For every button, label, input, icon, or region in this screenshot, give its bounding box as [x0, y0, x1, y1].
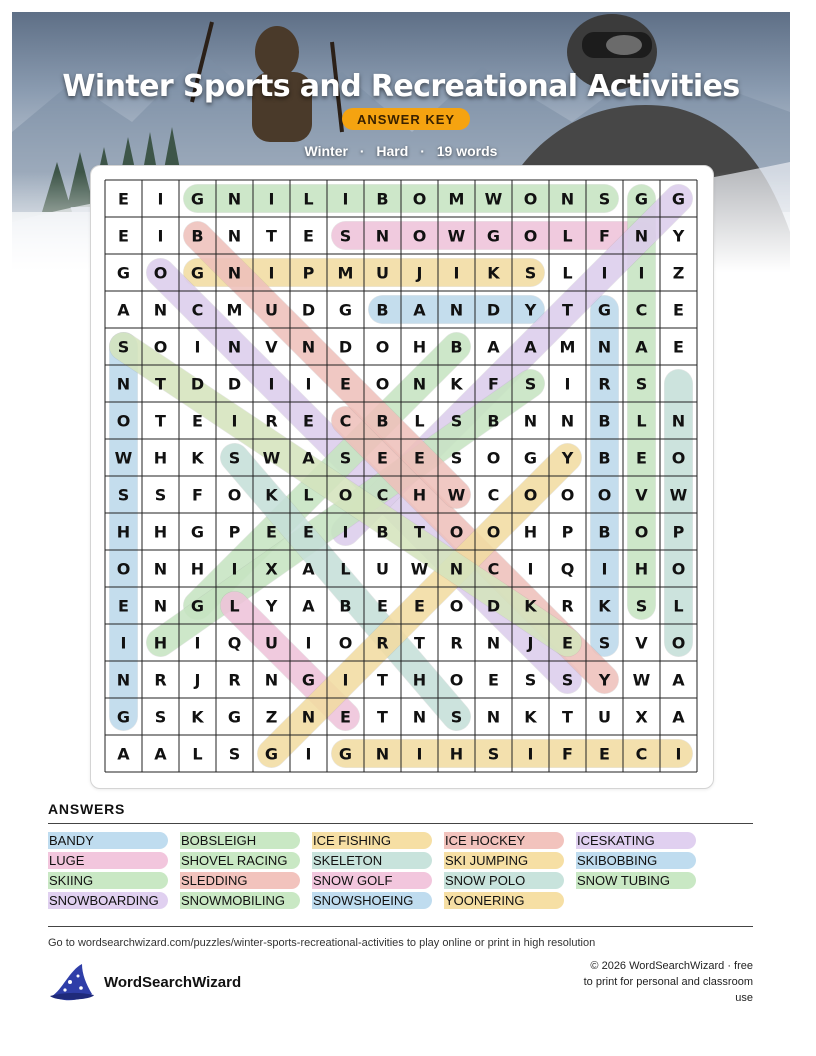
grid-cell-letter: C — [635, 300, 648, 320]
grid-cell-letter: E — [377, 448, 388, 468]
grid-cell-letter: N — [523, 411, 538, 431]
grid-cell-letter: R — [154, 670, 167, 690]
grid-cell-letter: N — [671, 411, 686, 431]
answer-item: SLEDDING — [180, 872, 300, 889]
page-title: Winter Sports and Recreational Activities — [62, 69, 740, 104]
grid-cell-letter: J — [527, 633, 534, 653]
grid-cell-letter: Y — [598, 670, 611, 690]
grid-cell-letter: I — [601, 559, 608, 579]
grid-cell-letter: W — [114, 448, 133, 468]
brand-name[interactable]: WordSearchWizard — [104, 974, 242, 991]
grid-cell-letter: R — [561, 596, 574, 616]
grid-cell-letter: W — [669, 485, 688, 505]
grid-cell-letter: L — [673, 596, 684, 616]
grid-cell-letter: N — [449, 300, 464, 320]
grid-cell-letter: H — [190, 559, 205, 579]
grid-cell-letter: A — [302, 559, 315, 579]
grid-cell-letter: I — [120, 633, 127, 653]
grid-cell-letter: G — [338, 744, 353, 764]
grid-cell-letter: I — [675, 744, 682, 764]
grid-cell-letter: A — [487, 337, 500, 357]
grid-cell-letter: G — [227, 707, 242, 727]
grid-cell-letter: N — [116, 670, 131, 690]
grid-cell-letter: T — [562, 300, 573, 320]
grid-cell-letter: O — [375, 337, 390, 357]
answer-item: SHOVEL RACING — [180, 852, 300, 869]
grid-cell-letter: I — [638, 263, 645, 283]
grid-cell-letter: G — [338, 300, 353, 320]
grid-cell-letter: S — [154, 707, 167, 727]
grid-cell-letter: C — [191, 300, 204, 320]
grid-cell-letter: W — [447, 485, 466, 505]
meta-separator: · — [420, 143, 425, 159]
grid-cell-letter: C — [635, 744, 648, 764]
grid-cell-letter: S — [450, 411, 463, 431]
answer-item: SKIING — [48, 872, 168, 889]
grid-cell-letter: A — [302, 448, 315, 468]
grid-cell-letter: L — [562, 226, 573, 246]
grid-cell-letter: N — [449, 559, 464, 579]
grid-cell-letter: G — [264, 744, 279, 764]
grid-cell-letter: U — [376, 559, 389, 579]
grid-cell-letter: H — [634, 559, 649, 579]
grid-cell-letter: Z — [672, 263, 685, 283]
answer-item: SNOWMOBILING — [180, 892, 300, 909]
grid-cell-letter: S — [561, 670, 574, 690]
grid-cell-letter: A — [524, 337, 537, 357]
grid-cell-letter: O — [523, 226, 538, 246]
grid-cell-letter: T — [266, 226, 277, 246]
grid-cell-letter: A — [413, 300, 426, 320]
grid-cell-letter: O — [523, 189, 538, 209]
grid-cell-letter: Q — [560, 559, 575, 579]
grid-cell-letter: S — [598, 189, 611, 209]
grid-cell-letter: I — [194, 633, 201, 653]
grid-cell-letter: O — [634, 522, 649, 542]
answer-item: SKI JUMPING — [444, 852, 564, 869]
grid-cell-letter: O — [560, 485, 575, 505]
grid-cell-letter: E — [303, 226, 314, 246]
grid-cell-letter: K — [191, 707, 204, 727]
grid-cell-letter: I — [157, 189, 164, 209]
grid-cell-letter: G — [671, 189, 686, 209]
grid-cell-letter: P — [228, 522, 241, 542]
answer-item: SNOW POLO — [444, 872, 564, 889]
grid-cell-letter: F — [488, 374, 499, 394]
grid-cell-letter: M — [559, 337, 576, 357]
grid-cell-letter: I — [157, 226, 164, 246]
grid-cell-letter: E — [340, 707, 351, 727]
grid-cell-letter: P — [672, 522, 685, 542]
grid-cell-letter: F — [192, 485, 203, 505]
grid-cell-letter: X — [265, 559, 278, 579]
grid-cell-letter: G — [116, 707, 131, 727]
grid-cell-letter: R — [265, 411, 278, 431]
grid-cell-letter: O — [486, 448, 501, 468]
grid-cell-letter: Y — [672, 226, 685, 246]
grid-cell-letter: S — [339, 448, 352, 468]
grid-cell-letter: N — [375, 744, 390, 764]
grid-cell-letter: T — [377, 670, 388, 690]
grid-cell-letter: N — [153, 596, 168, 616]
grid-cell-letter: B — [376, 411, 389, 431]
grid-cell-letter: I — [305, 633, 312, 653]
grid-cell-letter: B — [339, 596, 352, 616]
grid-cell-letter: O — [486, 522, 501, 542]
word-search-grid — [91, 166, 713, 788]
grid-cell-letter: N — [227, 226, 242, 246]
grid-cell-letter: Y — [561, 448, 574, 468]
grid-cell-letter: T — [377, 707, 388, 727]
grid-cell-letter: G — [116, 263, 131, 283]
grid-cell-letter: T — [155, 374, 166, 394]
grid-cell-letter: H — [153, 633, 168, 653]
grid-cell-letter: G — [634, 189, 649, 209]
grid-cell-letter: O — [227, 485, 242, 505]
grid-cell-letter: R — [450, 633, 463, 653]
grid-cell-letter: S — [228, 744, 241, 764]
grid-cell-letter: H — [153, 448, 168, 468]
meta-separator: · — [359, 143, 365, 159]
grid-cell-letter: N — [560, 411, 575, 431]
grid-cell-letter: T — [414, 633, 425, 653]
grid-cell-letter: R — [228, 670, 241, 690]
grid-cell-letter: I — [305, 374, 312, 394]
grid-cell-letter: O — [153, 337, 168, 357]
answer-item: ICE FISHING — [312, 832, 432, 849]
grid-cell-letter: N — [153, 300, 168, 320]
grid-cell-letter: E — [673, 337, 684, 357]
grid-cell-letter: A — [117, 744, 130, 764]
grid-cell-letter: E — [414, 448, 425, 468]
grid-cell-letter: O — [523, 485, 538, 505]
grid-cell-letter: E — [377, 596, 388, 616]
grid-cell-letter: H — [523, 522, 538, 542]
grid-cell-letter: K — [487, 263, 500, 283]
grid-cell-letter: S — [228, 448, 241, 468]
grid-cell-letter: N — [116, 374, 131, 394]
grid-cell-letter: E — [303, 522, 314, 542]
grid-cell-letter: I — [342, 522, 349, 542]
grid-cell-letter: R — [598, 374, 611, 394]
grid-cell-letter: I — [268, 374, 275, 394]
grid-cell-letter: S — [450, 707, 463, 727]
grid-cell-letter: E — [192, 411, 203, 431]
grid-cell-letter: K — [524, 596, 537, 616]
grid-cell-letter: O — [671, 559, 686, 579]
grid-cell-letter: H — [153, 522, 168, 542]
grid-cell-letter: J — [416, 263, 423, 283]
grid-cell-letter: W — [262, 448, 281, 468]
answer-item: ICESKATING — [576, 832, 696, 849]
grid-cell-letter: Z — [265, 707, 278, 727]
grid-cell-letter: C — [487, 485, 500, 505]
grid-cell-letter: U — [265, 300, 278, 320]
grid-cell-letter: G — [190, 596, 205, 616]
grid-cell-letter: L — [562, 263, 573, 283]
website-link[interactable]: Go to wordsearchwizard.com/puzzles/winter-sports-recreational-activities to play online or print in high resolution — [48, 937, 596, 949]
grid-cell-letter: N — [597, 337, 612, 357]
grid-cell-letter: I — [194, 337, 201, 357]
answer-key-badge: ANSWER KEY — [342, 108, 470, 130]
grid-cell-letter: A — [635, 337, 648, 357]
grid-cell-letter: L — [414, 411, 425, 431]
grid-cell-letter: D — [486, 596, 501, 616]
theme-label: Winter — [304, 143, 348, 159]
grid-cell-letter: E — [599, 744, 610, 764]
grid-cell-letter: F — [562, 744, 573, 764]
grid-cell-letter: V — [635, 485, 648, 505]
answers-heading: ANSWERS — [48, 801, 126, 817]
grid-cell-letter: I — [231, 411, 238, 431]
answer-item: LUGE — [48, 852, 168, 869]
answer-item: BOBSLEIGH — [180, 832, 300, 849]
grid-cell-letter: K — [450, 374, 463, 394]
grid-cell-letter: G — [190, 189, 205, 209]
grid-cell-letter: L — [636, 411, 647, 431]
grid-cell-letter: N — [301, 337, 316, 357]
grid-cell-letter: G — [597, 300, 612, 320]
grid-cell-letter: H — [449, 744, 464, 764]
grid-cell-letter: S — [487, 744, 500, 764]
grid-cell-letter: E — [118, 226, 129, 246]
answer-item: SNOW GOLF — [312, 872, 432, 889]
grid-cell-letter: A — [302, 596, 315, 616]
grid-cell-letter: D — [486, 300, 501, 320]
grid-cell-letter: G — [301, 670, 316, 690]
grid-cell-letter: E — [636, 448, 647, 468]
grid-cell-letter: W — [447, 226, 466, 246]
grid-cell-letter: H — [412, 337, 427, 357]
answer-item: YOONERING — [444, 892, 564, 909]
grid-cell-letter: L — [192, 744, 203, 764]
grid-cell-letter: N — [153, 559, 168, 579]
grid-cell-letter: E — [303, 411, 314, 431]
grid-cell-letter: E — [414, 596, 425, 616]
grid-cell-letter: N — [375, 226, 390, 246]
grid-cell-letter: I — [564, 374, 571, 394]
grid-cell-letter: B — [598, 522, 611, 542]
grid-cell-letter: H — [116, 522, 131, 542]
grid-cell-letter: A — [154, 744, 167, 764]
grid-cell-letter: K — [524, 707, 537, 727]
grid-cell-letter: A — [117, 300, 130, 320]
grid-cell-letter: K — [598, 596, 611, 616]
grid-cell-letter: R — [376, 633, 389, 653]
grid-cell-letter: D — [227, 374, 242, 394]
grid-cell-letter: E — [488, 670, 499, 690]
grid-cell-letter: T — [155, 411, 166, 431]
grid-cell-letter: T — [414, 522, 425, 542]
grid-cell-letter: S — [117, 485, 130, 505]
grid-cell-letter: S — [524, 670, 537, 690]
grid-cell-letter: G — [486, 226, 501, 246]
grid-cell-letter: I — [268, 263, 275, 283]
answer-item: SKIBOBBING — [576, 852, 696, 869]
grid-cell-letter: O — [671, 448, 686, 468]
grid-cell-letter: O — [449, 522, 464, 542]
answer-item: SNOWSHOEING — [312, 892, 432, 909]
grid-cell-letter: A — [672, 670, 685, 690]
grid-cell-letter: S — [450, 448, 463, 468]
grid-cell-letter: C — [487, 559, 500, 579]
grid-cell-letter: A — [672, 707, 685, 727]
grid-cell-letter: H — [412, 670, 427, 690]
difficulty-label: Hard — [376, 143, 409, 159]
grid-cell-letter: S — [524, 374, 537, 394]
grid-cell-letter: I — [527, 559, 534, 579]
puzzle-meta — [12, 143, 790, 159]
grid-cell-letter: S — [635, 596, 648, 616]
grid-cell-letter: N — [486, 707, 501, 727]
footer-divider — [48, 926, 753, 927]
answer-item: SNOW TUBING — [576, 872, 696, 889]
grid-cell-letter: O — [412, 226, 427, 246]
grid-cell-letter: O — [153, 263, 168, 283]
grid-cell-letter: G — [190, 522, 205, 542]
grid-cell-letter: L — [303, 189, 314, 209]
grid-cell-letter: E — [673, 300, 684, 320]
grid-cell-letter: I — [342, 670, 349, 690]
grid-cell-letter: O — [449, 670, 464, 690]
grid-cell-letter: W — [484, 189, 503, 209]
grid-cell-letter: X — [635, 707, 648, 727]
copyright-text: © 2026 WordSearchWizard · free to print for personal and classroom use — [583, 960, 753, 1004]
grid-cell-letter: E — [340, 374, 351, 394]
grid-cell-letter: V — [265, 337, 278, 357]
grid-cell-letter: I — [416, 744, 423, 764]
grid-cell-letter: S — [598, 633, 611, 653]
puzzle-card — [90, 165, 714, 789]
grid-cell-letter: I — [601, 263, 608, 283]
grid-cell-letter: E — [266, 522, 277, 542]
grid-cell-letter: K — [265, 485, 278, 505]
grid-cell-letter: L — [340, 559, 351, 579]
grid-cell-letter: N — [412, 374, 427, 394]
grid-cell-letter: B — [376, 522, 389, 542]
grid-cell-letter: B — [598, 411, 611, 431]
grid-cell-letter: I — [268, 189, 275, 209]
grid-cell-letter: E — [562, 633, 573, 653]
grid-cell-letter: G — [190, 263, 205, 283]
grid-cell-letter: O — [449, 596, 464, 616]
grid-cell-letter: B — [598, 448, 611, 468]
grid-cell-letter: G — [523, 448, 538, 468]
grid-cell-letter: L — [303, 485, 314, 505]
grid-cell-letter: U — [265, 633, 278, 653]
grid-cell-letter: B — [376, 189, 389, 209]
grid-cell-letter: I — [231, 559, 238, 579]
grid-cell-letter: O — [412, 189, 427, 209]
grid-cell-letter: M — [448, 189, 465, 209]
grid-cell-letter: N — [560, 189, 575, 209]
grid-cell-letter: C — [339, 411, 352, 431]
grid-cell-letter: B — [487, 411, 500, 431]
grid-cell-letter: M — [226, 300, 243, 320]
grid-cell-letter: T — [562, 707, 573, 727]
grid-cell-letter: N — [227, 189, 242, 209]
grid-cell-letter: N — [486, 633, 501, 653]
grid-cell-letter: E — [118, 189, 129, 209]
grid-cell-letter: K — [191, 448, 204, 468]
grid-cell-letter: N — [227, 263, 242, 283]
grid-cell-letter: H — [412, 485, 427, 505]
grid-cell-letter: S — [117, 337, 130, 357]
grid-cell-letter: B — [450, 337, 463, 357]
wizard-hat-icon — [48, 962, 94, 1007]
grid-cell-letter: S — [524, 263, 537, 283]
grid-cell-letter: S — [635, 374, 648, 394]
grid-cell-letter: N — [634, 226, 649, 246]
grid-cell-letter: L — [229, 596, 240, 616]
grid-cell-letter: B — [376, 300, 389, 320]
grid-cell-letter: Y — [524, 300, 537, 320]
grid-cell-letter: O — [116, 559, 131, 579]
grid-cell-letter: W — [632, 670, 651, 690]
grid-cell-letter: U — [598, 707, 611, 727]
grid-cell-letter: S — [154, 485, 167, 505]
answers-divider — [48, 823, 753, 824]
grid-cell-letter: S — [339, 226, 352, 246]
answer-item: BANDY — [48, 832, 168, 849]
grid-cell-letter: U — [376, 263, 389, 283]
grid-cell-letter: P — [302, 263, 315, 283]
grid-cell-letter: D — [190, 374, 205, 394]
grid-cell-letter: I — [453, 263, 460, 283]
answer-item: ICE HOCKEY — [444, 832, 564, 849]
grid-cell-letter: O — [375, 374, 390, 394]
grid-cell-letter: B — [191, 226, 204, 246]
grid-cell-letter: I — [342, 189, 349, 209]
grid-cell-letter: O — [116, 411, 131, 431]
grid-cell-letter: O — [338, 485, 353, 505]
grid-cell-letter: D — [338, 337, 353, 357]
grid-cell-letter: M — [337, 263, 354, 283]
grid-cell-letter: I — [527, 744, 534, 764]
grid-cell-letter: Y — [265, 596, 278, 616]
grid-cell-letter: C — [376, 485, 389, 505]
grid-cell-letter: W — [410, 559, 429, 579]
answer-item: SKELETON — [312, 852, 432, 869]
grid-cell-letter: D — [301, 300, 316, 320]
grid-cell-letter: J — [194, 670, 201, 690]
grid-cell-letter: P — [561, 522, 574, 542]
grid-cell-letter: N — [264, 670, 279, 690]
grid-cell-letter: E — [118, 596, 129, 616]
grid-cell-letter: N — [227, 337, 242, 357]
grid-cell-letter: I — [305, 744, 312, 764]
grid-cell-letter: O — [338, 633, 353, 653]
grid-cell-letter: N — [412, 707, 427, 727]
grid-cell-letter: V — [635, 633, 648, 653]
word-count-label: 19 words — [436, 143, 498, 159]
answer-item: SNOWBOARDING — [48, 892, 168, 909]
grid-cell-letter: O — [671, 633, 686, 653]
grid-cell-letter: N — [301, 707, 316, 727]
grid-cell-letter: F — [599, 226, 610, 246]
grid-cell-letter: Q — [227, 633, 242, 653]
grid-cell-letter: O — [597, 485, 612, 505]
